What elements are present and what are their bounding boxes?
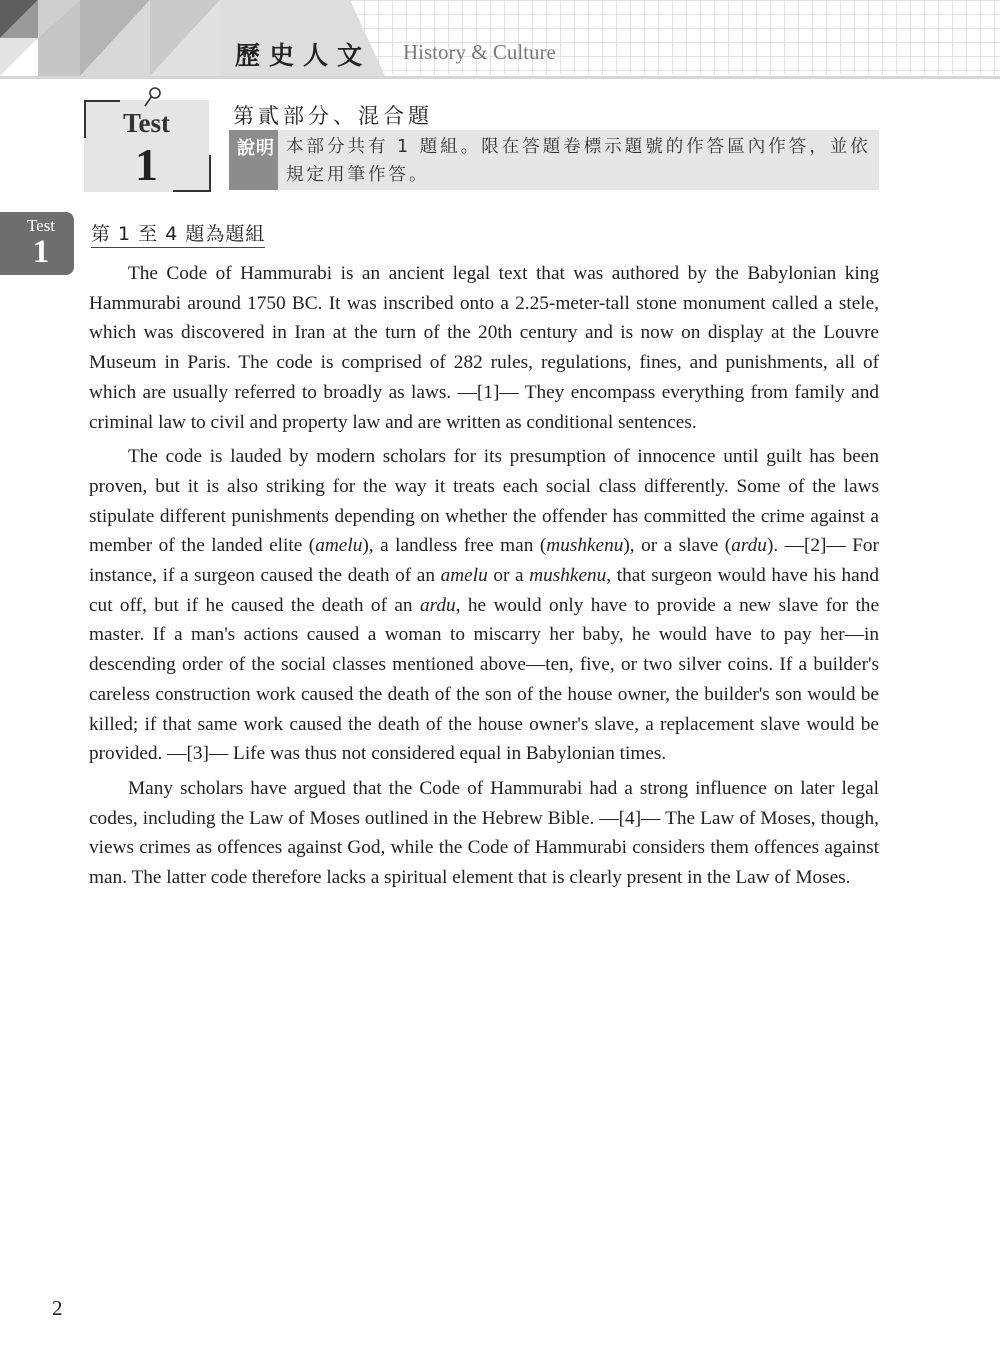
header-triangle-decoration (0, 0, 1000, 78)
test-number: 1 (135, 139, 158, 190)
term-ardu: ardu (731, 535, 767, 557)
side-tab-number: 1 (32, 234, 50, 270)
header-title-zh: 歷史人文 (235, 41, 372, 70)
paragraph-2-text: , that surgeon would have his hand cut off, but if he caused the death of an (89, 565, 879, 616)
reading-passage (89, 259, 879, 898)
paragraph-2-text: , he would only have to provide a new slave for the master. If a man's actions caused a woman to miscarry her baby, he would have to pay her—in descending order of the social classes mentioned above—ten, five, or two silver coins. If a builder's careless construction work caused the death of the son of the house owner, the builder's son would be killed; if that same work caused the death of the house owner's slave, a replacement slave would be provided. —[3]— Life was thus not considered equal in Babylonian times. (89, 594, 880, 765)
instruction-text: 本部分共有 1 題組。限在答題卷標示題號的作答區內作答，並依規定用筆作答。 (286, 137, 871, 185)
passage-paragraph-2 (89, 442, 879, 769)
section-title: 第貳部分、混合題 (233, 104, 433, 128)
passage-paragraph-3: Many scholars have argued that the Code of Hammurabi had a strong influence on later legal codes, including the Law of Moses outlined in the Hebrew Bible. —[4]— The Law of Moses, though, views crimes as offences against God, while the Code of Hammurabi considers them offences against man. The latter code therefore lacks a spiritual element that is clearly present in the Law of Moses. (89, 777, 879, 889)
test-label: Test (122, 108, 170, 138)
paragraph-2-text: ), or a slave ( (623, 535, 732, 557)
question-group-heading: 第 1 至 4 題為題組 (91, 219, 265, 248)
header-title-en: History & Culture (403, 40, 556, 64)
paragraph-2-text: or a (487, 565, 530, 587)
paragraph-2-text: The code is lauded by modern scholars for its presumption of innocence until guilt has been proven, but it is also striking for the way it treats each social class differently. Some of the laws stipulate different punishments depending on whether the offender has committed the crime against a member of the landed elite ( (89, 446, 879, 557)
term-mushkenu: mushkenu (529, 565, 607, 587)
pushpin-icon (142, 86, 162, 110)
side-tab-label: Test (26, 216, 56, 235)
side-tab (0, 212, 74, 275)
term-ardu: ardu (419, 594, 456, 616)
instruction-tag-label: 說明 (237, 138, 275, 159)
paragraph-2-text: ). —[2]— For instance, if a surgeon caused the death of an (89, 535, 879, 587)
term-mushkenu: mushkenu (546, 535, 624, 557)
instruction-tag (229, 130, 278, 190)
term-amelu: amelu (315, 535, 363, 557)
term-amelu: amelu (440, 565, 488, 587)
header-rule (0, 76, 1000, 79)
paragraph-2-text: ), a landless free man ( (362, 535, 547, 557)
page-number: 2 (52, 1296, 63, 1320)
passage-paragraph-1: The Code of Hammurabi is an ancient legal text that was authored by the Babylonian king Hammurabi around 1750 BC. It was inscribed onto a 2.25-meter-tall stone monument called a stele, which was discovered in Iran at the turn of the 20th century and is now on display at the Louvre Museum in Paris. The code is comprised of 282 rules, regulations, fines, and punishments, all of which are usually referred to broadly as laws. —[1]— They encompass everything from family and criminal law to civil and property law and are written as conditional sentences. (89, 263, 879, 433)
page-header (0, 0, 1000, 78)
